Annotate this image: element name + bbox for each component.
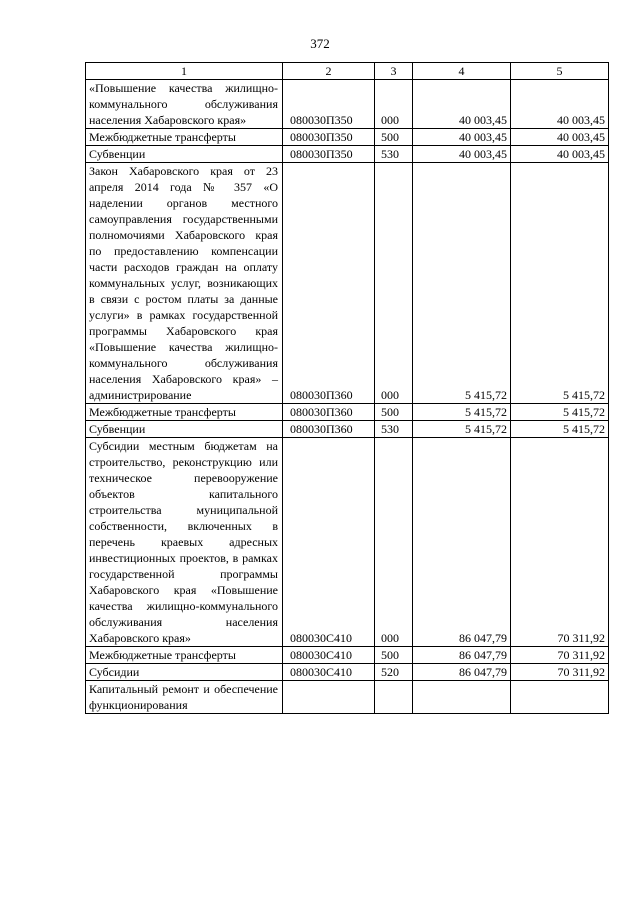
row-code	[283, 681, 375, 714]
row-name: Закон Хабаровского края от 23 апреля 2014 года № 357 «О наделении органов местного самоуправления государственными полномочиями Хабаровского края по предоставлению компенсации части расходов граждан на оплату коммунальных услуг, возникающих в связи с ростом платы за данные услуги» в рамках государственной программы Хабаровского края «Повышение качества жилищно-коммунального обслуживания населения Хабаровского края» – администрирование	[86, 163, 283, 404]
row-code: 080030П360	[283, 421, 375, 438]
row-name: Межбюджетные трансферты	[86, 647, 283, 664]
row-code: 080030С410	[283, 664, 375, 681]
row-code: 080030П350	[283, 80, 375, 129]
table-header-row	[86, 63, 609, 80]
row-value-5	[511, 681, 609, 714]
row-type: 000	[375, 163, 413, 404]
row-value-4: 5 415,72	[413, 421, 511, 438]
row-value-4: 86 047,79	[413, 438, 511, 647]
row-code: 080030П360	[283, 404, 375, 421]
row-value-4	[413, 681, 511, 714]
table-row	[86, 647, 609, 664]
row-value-4: 40 003,45	[413, 146, 511, 163]
row-type: 000	[375, 80, 413, 129]
row-value-5: 5 415,72	[511, 421, 609, 438]
row-type: 530	[375, 421, 413, 438]
row-type: 500	[375, 129, 413, 146]
column-header: 1	[86, 63, 283, 80]
row-name: Субвенции	[86, 146, 283, 163]
table-row	[86, 146, 609, 163]
row-type: 500	[375, 647, 413, 664]
row-name: Субсидии местным бюджетам на строительство, реконструкцию или техническое перевооружение объектов капитального строительства муниципальной собственности, включенных в перечень краевых адресных инвестиционных проектов, в рамках государственной программы Хабаровского края «Повышение качества жилищно-коммунального обслуживания населения Хабаровского края»	[86, 438, 283, 647]
row-value-5: 40 003,45	[511, 146, 609, 163]
column-header: 3	[375, 63, 413, 80]
table-row	[86, 421, 609, 438]
row-value-4: 86 047,79	[413, 647, 511, 664]
row-name: Субсидии	[86, 664, 283, 681]
row-value-5: 40 003,45	[511, 129, 609, 146]
column-header: 5	[511, 63, 609, 80]
row-name: Капитальный ремонт и обеспечение функционирования	[86, 681, 283, 714]
row-type	[375, 681, 413, 714]
row-type: 000	[375, 438, 413, 647]
row-code: 080030П360	[283, 163, 375, 404]
row-code: 080030С410	[283, 647, 375, 664]
page-number: 372	[310, 36, 330, 51]
table-row	[86, 438, 609, 647]
row-code: 080030П350	[283, 146, 375, 163]
row-type: 500	[375, 404, 413, 421]
row-value-4: 5 415,72	[413, 404, 511, 421]
row-code: 080030П350	[283, 129, 375, 146]
row-value-5: 5 415,72	[511, 404, 609, 421]
table-row	[86, 80, 609, 129]
row-name: Субвенции	[86, 421, 283, 438]
table-row	[86, 129, 609, 146]
row-type: 520	[375, 664, 413, 681]
table-row	[86, 681, 609, 714]
row-type: 530	[375, 146, 413, 163]
budget-table	[85, 62, 609, 714]
row-value-5: 70 311,92	[511, 664, 609, 681]
row-name: Межбюджетные трансферты	[86, 404, 283, 421]
row-value-5: 70 311,92	[511, 438, 609, 647]
table-row	[86, 163, 609, 404]
row-name: «Повышение качества жилищно-коммунального обслуживания населения Хабаровского края»	[86, 80, 283, 129]
column-header: 4	[413, 63, 511, 80]
row-value-4: 86 047,79	[413, 664, 511, 681]
row-code: 080030С410	[283, 438, 375, 647]
table-row	[86, 664, 609, 681]
row-value-4: 40 003,45	[413, 129, 511, 146]
row-value-4: 40 003,45	[413, 80, 511, 129]
row-value-5: 70 311,92	[511, 647, 609, 664]
column-header: 2	[283, 63, 375, 80]
row-value-4: 5 415,72	[413, 163, 511, 404]
row-value-5: 40 003,45	[511, 80, 609, 129]
row-name: Межбюджетные трансферты	[86, 129, 283, 146]
row-value-5: 5 415,72	[511, 163, 609, 404]
table-row	[86, 404, 609, 421]
